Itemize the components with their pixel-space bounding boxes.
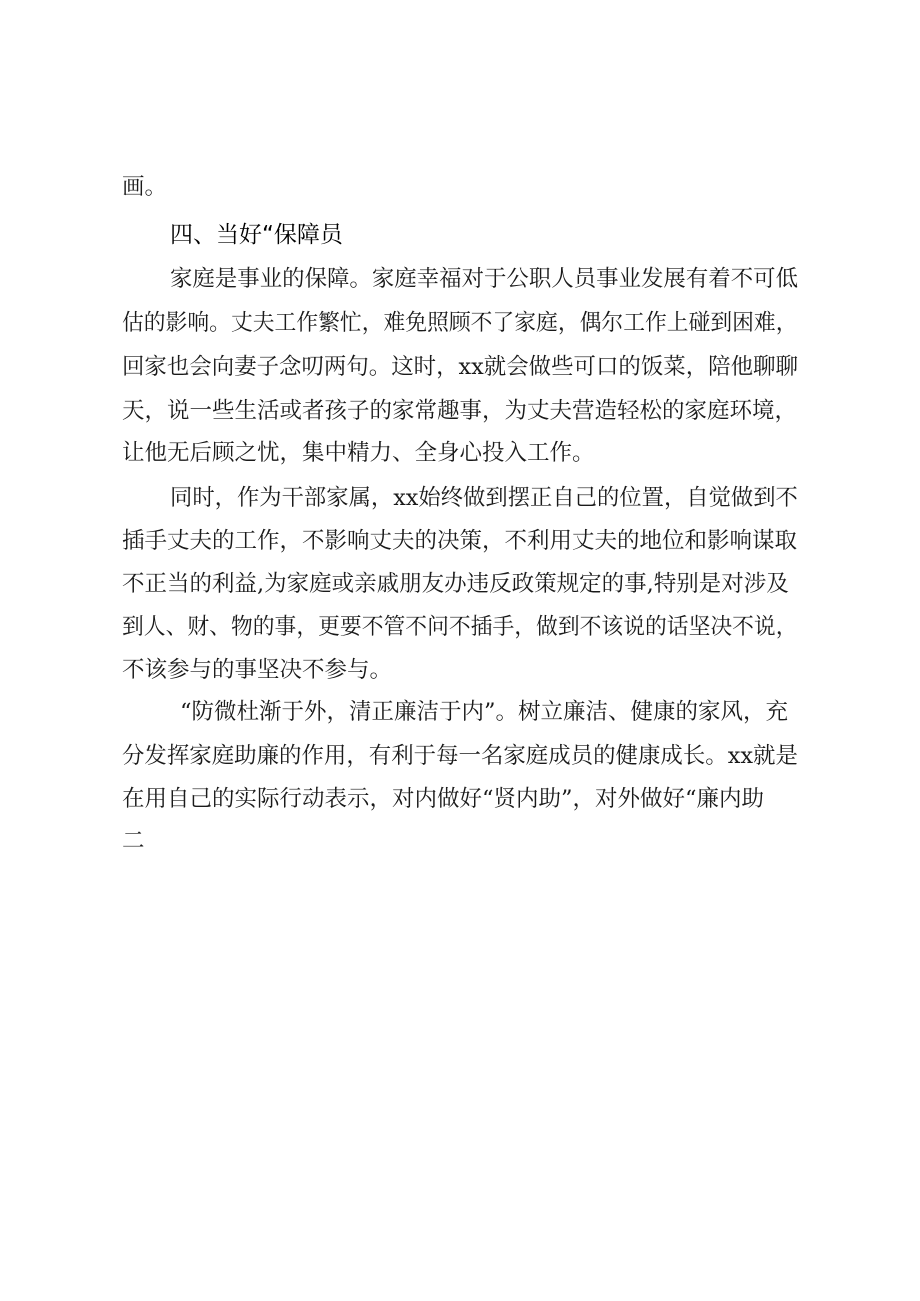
paragraph-3-line-4: 二 <box>122 828 145 854</box>
paragraph-3-line-2: 分发挥家庭助廉的作用，有利于每一名家庭成员的健康成长。xx就是 <box>122 743 798 769</box>
paragraph-2-line-3: 不正当的利益,为家庭或亲戚朋友办违反政策规定的事,特别是对涉及 <box>122 571 789 597</box>
paragraph-2-line-4: 到人、财、物的事，更要不管不问不插手，做到不该说的话坚决不说， <box>122 614 798 640</box>
paragraph-1-line-5: 让他无后顾之忧，集中精力、全身心投入工作。 <box>122 440 595 466</box>
paragraph-2-line-2: 插手丈夫的工作，不影响丈夫的决策，不利用丈夫的地位和影响谋取 <box>122 528 798 554</box>
paragraph-1-line-1: 家庭是事业的保障。家庭幸福对于公职人员事业发展有着不可低 <box>170 266 799 292</box>
section-heading: 四、当好“保障员 <box>170 222 343 248</box>
paragraph-1-line-4: 天，说一些生活或者孩子的家常趣事，为丈夫营造轻松的家庭环境， <box>122 398 798 424</box>
paragraph-1-line-2: 估的影响。丈夫工作繁忙，难免照顾不了家庭，偶尔工作上碰到困难， <box>122 310 798 336</box>
continuation-text: 画。 <box>122 174 168 200</box>
paragraph-2-line-1: 同时，作为干部家属，xx始终做到摆正自己的位置，自觉做到不 <box>170 485 798 511</box>
paragraph-3-line-1: “防微杜渐于外，清正廉洁于内”。树立廉洁、健康的家风，充 <box>180 699 789 725</box>
paragraph-3-line-3: 在用自己的实际行动表示，对内做好“贤内助”，对外做好“廉内助 <box>122 786 765 812</box>
paragraph-2-line-5: 不该参与的事坚决不参与。 <box>122 657 393 683</box>
paragraph-1-line-3: 回家也会向妻子念叨两句。这时，xx就会做些可口的饭菜，陪他聊聊 <box>122 354 798 380</box>
